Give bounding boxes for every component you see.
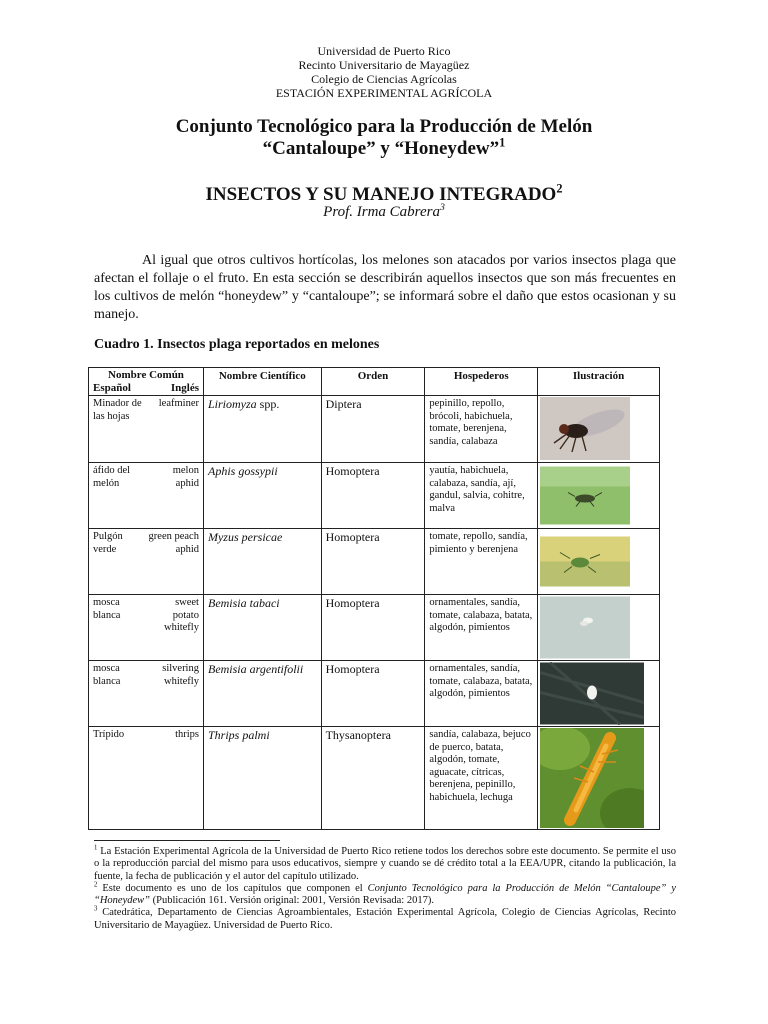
silvering-whitefly-photo: [540, 662, 644, 725]
common-name-cell: [89, 463, 204, 529]
station-name: ESTACIÓN EXPERIMENTAL AGRÍCOLA: [275, 86, 493, 100]
footnote-2-text-b: (Publicación 161. Versión original: 2001, Versión Revisada: 2017).: [150, 895, 434, 907]
header-hosts: Hospederos: [425, 368, 538, 396]
scientific-name: Myzus persicae: [207, 530, 283, 544]
illustration-cell: [538, 727, 660, 830]
common-name-english: melon aphid: [172, 465, 199, 489]
footnote-2-publication-title: Conjunto Tecnológico para la Producción de Melón “Cantaloupe” y “Honeydew”: [94, 882, 676, 907]
campus-name: Recinto Universitario de Mayagüez: [298, 58, 470, 72]
title-line-2: [0, 135, 768, 160]
common-name-spanish: Pulgón verde: [93, 531, 123, 555]
scientific-name: Bemisia argentifolii: [207, 662, 304, 676]
scientific-name: Liriomyza: [207, 397, 257, 411]
common-name-cell: [89, 396, 204, 463]
order-cell: Homoptera: [321, 661, 425, 727]
header-spanish: Español: [93, 381, 131, 394]
sweet-potato-whitefly-photo: [540, 596, 630, 659]
author-line: [0, 204, 768, 221]
common-name-spanish: mosca blanca: [93, 663, 121, 687]
order-cell: Homoptera: [321, 529, 425, 595]
college-name: Colegio de Ciencias Agrícolas: [311, 72, 457, 86]
footnotes: [94, 846, 676, 932]
hosts-cell: sandía, calabaza, bejuco de puerco, batata, algodón, tomate, aguacate, cítricas, berenjena, pepinillo, habichuela, lechuga: [425, 727, 538, 830]
order-cell: Homoptera: [321, 595, 425, 661]
scientific-name: Bemisia tabaci: [207, 596, 280, 610]
footnote-2-text-a: Este documento es uno de los capítulos que componen el: [97, 882, 368, 894]
green-peach-aphid-photo: [540, 530, 630, 593]
section-heading-text: INSECTOS Y SU MANEJO INTEGRADO: [205, 184, 557, 205]
leafminer-fly-photo: [540, 397, 630, 460]
common-name-spanish: áfido del melón: [93, 465, 131, 489]
header-illustration: Ilustración: [538, 368, 660, 396]
table-caption: Cuadro 1. Insectos plaga reportados en melones: [94, 337, 380, 352]
footnote-ref-2: 2: [556, 181, 563, 196]
footnote-number-1: 1: [94, 844, 98, 852]
header-english: Inglés: [170, 381, 199, 394]
footnote-number-3: 3: [94, 905, 98, 913]
scientific-name-cell: [203, 463, 321, 529]
common-name-cell: [89, 529, 204, 595]
footnote-3: [94, 907, 676, 932]
scientific-name: Thrips palmi: [207, 728, 270, 742]
hosts-cell: ornamentales, sandía, tomate, calabaza, batata, algodón, pimientos: [425, 661, 538, 727]
thrips-photo: [540, 728, 644, 828]
illustration-cell: [538, 529, 660, 595]
common-name-english: sweet potato whitefly: [163, 597, 199, 633]
title-line-1: Conjunto Tecnológico para la Producción de Melón: [175, 116, 593, 137]
order-cell: Thysanoptera: [321, 727, 425, 830]
common-name-cell: [89, 661, 204, 727]
scientific-name-cell: [203, 529, 321, 595]
footnote-ref-3: 3: [439, 202, 445, 213]
header-order: Orden: [321, 368, 425, 396]
common-name-spanish: Minador de las hojas: [93, 398, 142, 422]
hosts-cell: yautía, habichuela, calabaza, sandía, ají, gandul, salvia, cohitre, malva: [425, 463, 538, 529]
common-name-spanish: Trípido: [93, 729, 125, 740]
common-name-english: silvering whitefly: [162, 663, 199, 687]
title-line-2-text: “Cantaloupe” y “Honeydew”: [262, 138, 500, 159]
section-heading: [0, 181, 768, 206]
common-name-english: green peach aphid: [148, 531, 199, 555]
common-name-cell: [89, 595, 204, 661]
illustration-cell: [538, 396, 660, 463]
table-header-row: [89, 368, 660, 396]
order-cell: Homoptera: [321, 463, 425, 529]
table-row: [89, 727, 660, 830]
common-name-cell: [89, 727, 204, 830]
hosts-cell: ornamentales, sandía, tomate, calabaza, batata, algodón, pimientos: [425, 595, 538, 661]
common-name-english: leafminer: [158, 398, 199, 409]
table-row: [89, 463, 660, 529]
scientific-name-cell: [203, 396, 321, 463]
illustration-cell: [538, 463, 660, 529]
author-name: Prof. Irma Cabrera: [323, 204, 440, 220]
scientific-name-cell: [203, 661, 321, 727]
common-name-english: thrips: [175, 729, 199, 740]
illustration-cell: [538, 661, 660, 727]
footnote-rule: [94, 840, 280, 841]
header-common-name: [89, 368, 204, 396]
document-title: [0, 116, 768, 160]
insects-table: [88, 367, 660, 830]
scientific-name-suffix: spp.: [256, 397, 280, 411]
table-row: [89, 595, 660, 661]
hosts-cell: pepinillo, repollo, brócoli, habichuela, tomate, berenjena, sandía, calabaza: [425, 396, 538, 463]
intro-paragraph: Al igual que otros cultivos hortícolas, los melones son atacados por varios insectos plaga que afectan el follaje o el fruto. En esta sección se describirán aquellos insectos que son más frecuentes en los cultivos de melón “honeydew” y “cantaloupe”; se informará sobre el daño que estos ocasionan y su manejo.: [94, 253, 676, 322]
institution-header: [0, 44, 768, 100]
hosts-cell: tomate, repollo, sandía, pimiento y berenjena: [425, 529, 538, 595]
scientific-name: Aphis gossypii: [207, 464, 278, 478]
university-name: Universidad de Puerto Rico: [317, 44, 451, 58]
header-scientific-name: Nombre Científico: [203, 368, 321, 396]
footnote-2: [94, 883, 676, 908]
melon-aphid-photo: [540, 464, 630, 527]
table-row: [89, 529, 660, 595]
table-row: [89, 661, 660, 727]
table-row: [89, 396, 660, 463]
footnote-ref-1: 1: [499, 135, 506, 150]
footnote-number-2: 2: [94, 881, 98, 889]
footnote-1: [94, 846, 676, 883]
header-common-name-label: Nombre Común: [108, 369, 184, 381]
scientific-name-cell: [203, 595, 321, 661]
order-cell: Diptera: [321, 396, 425, 463]
illustration-cell: [538, 595, 660, 661]
footnote-1-text: La Estación Experimental Agrícola de la Universidad de Puerto Rico retiene todos los derechos sobre este documento. Se permite el uso o la reproducción parcial del mismo para usos educativos, siempre y cuando se dé crédito total a la EEA/UPR, citando la publicación, la fuente, la fecha de publicación y el autor del capítulo utilizado.: [94, 846, 676, 882]
footnote-3-text: Catedrática, Departamento de Ciencias Agroambientales, Estación Experimental Agrícola, Colegio de Ciencias Agrícolas, Recinto Universitario de Mayagüez. Universidad de Puerto Rico.: [94, 907, 676, 931]
scientific-name-cell: [203, 727, 321, 830]
common-name-spanish: mosca blanca: [93, 597, 121, 621]
